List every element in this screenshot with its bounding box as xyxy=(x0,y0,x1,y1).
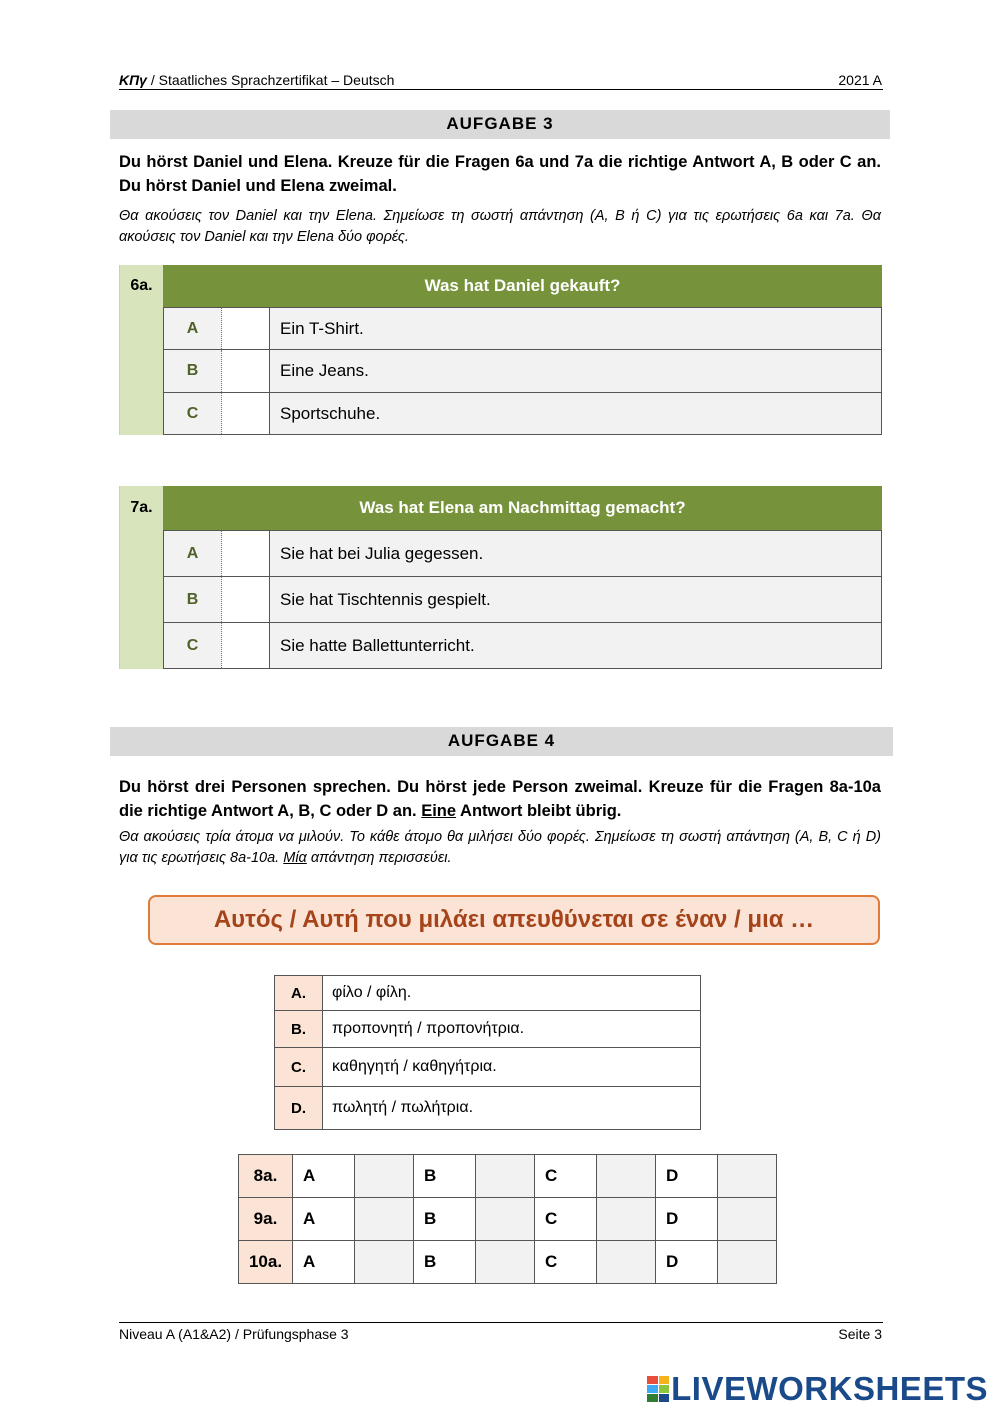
header-code: ΚΠγ xyxy=(119,72,147,88)
answer-grid xyxy=(238,1154,777,1284)
answer-letter: D xyxy=(656,1241,718,1284)
question-number: 6a. xyxy=(119,265,163,435)
row-number: 10a. xyxy=(239,1241,293,1284)
instruction-text: απάντηση περισσεύει. xyxy=(306,850,452,866)
option-key: C. xyxy=(275,1048,323,1087)
answer-letter: A xyxy=(293,1198,355,1241)
option-text: Sie hat bei Julia gegessen. xyxy=(280,543,484,563)
table-row xyxy=(275,976,701,1011)
table-row xyxy=(239,1155,777,1198)
instruction-emphasis: Μία xyxy=(283,850,307,866)
option-key: D. xyxy=(275,1087,323,1130)
header-year: 2021 A xyxy=(838,72,882,88)
answer-cell[interactable] xyxy=(597,1241,656,1284)
option-row xyxy=(163,307,882,350)
answer-cell[interactable] xyxy=(597,1198,656,1241)
answer-letter: D xyxy=(656,1155,718,1198)
option-text: Sie hatte Ballettunterricht. xyxy=(280,635,475,655)
footer-level: Niveau A (A1&A2) / Prüfungsphase 3 xyxy=(119,1326,349,1342)
instruction-emphasis: Eine xyxy=(421,802,457,820)
liveworksheets-logo-icon xyxy=(647,1376,669,1402)
option-letter: A xyxy=(164,308,222,349)
answer-checkbox[interactable] xyxy=(222,531,270,576)
option-text: καθηγητή / καθηγήτρια. xyxy=(323,1048,701,1087)
task3-banner: AUFGABE 3 xyxy=(110,110,890,139)
option-letter: B xyxy=(164,350,222,392)
option-text: πωλητή / πωλήτρια. xyxy=(323,1087,701,1130)
answer-cell[interactable] xyxy=(718,1241,777,1284)
option-letter: A xyxy=(164,531,222,576)
row-number: 8a. xyxy=(239,1155,293,1198)
option-text: Ein T-Shirt. xyxy=(280,318,364,338)
answer-letter: C xyxy=(535,1198,597,1241)
answer-checkbox[interactable] xyxy=(222,350,270,392)
option-row xyxy=(163,350,882,393)
task4-banner: AUFGABE 4 xyxy=(110,727,893,756)
liveworksheets-watermark[interactable] xyxy=(647,1370,988,1408)
option-letter: B xyxy=(164,577,222,622)
question-number: 7a. xyxy=(119,486,163,669)
option-text: προπονητή / προπονήτρια. xyxy=(323,1011,701,1048)
table-row xyxy=(275,1048,701,1087)
option-row xyxy=(163,530,882,577)
answer-letter: C xyxy=(535,1241,597,1284)
option-row xyxy=(163,393,882,435)
option-letter: C xyxy=(164,393,222,434)
answer-letter: B xyxy=(414,1241,476,1284)
footer-divider xyxy=(119,1322,883,1323)
option-key: A. xyxy=(275,976,323,1011)
answer-cell[interactable] xyxy=(355,1198,414,1241)
answer-cell[interactable] xyxy=(718,1155,777,1198)
answer-cell[interactable] xyxy=(718,1198,777,1241)
option-letter: C xyxy=(164,623,222,668)
question-6a xyxy=(119,265,882,435)
option-text: Sie hat Tischtennis gespielt. xyxy=(280,589,491,609)
instruction-text: Θα ακούσεις τρία άτομα να μιλούν. Το κάθε άτομο θα μιλήσει δύο φορές. Σημείωσε τη σωστή απάντηση (A, B, C ή D) για τις ερωτήσεις 8a-10a. xyxy=(119,829,881,866)
answer-letter: A xyxy=(293,1155,355,1198)
answer-checkbox[interactable] xyxy=(222,308,270,349)
option-row xyxy=(163,623,882,669)
task3-instruction-de: Du hörst Daniel und Elena. Kreuze für die Fragen 6a und 7a die richtige Antwort A, B oder C an. Du hörst Daniel und Elena zweimal. xyxy=(119,153,881,195)
answer-letter: B xyxy=(414,1198,476,1241)
options-table xyxy=(274,975,701,1130)
instruction-text: Antwort bleibt übrig. xyxy=(456,802,622,820)
answer-letter: D xyxy=(656,1198,718,1241)
answer-cell[interactable] xyxy=(597,1155,656,1198)
instruction-text: Du hörst drei Personen sprechen. Du hörst jede Person zweimal. Kreuze für die Fragen 8a-10a die richtige Antwort A, B, C oder D an. xyxy=(119,778,881,820)
option-text: Eine Jeans. xyxy=(280,361,369,380)
watermark-text: LIVEWORKSHEETS xyxy=(671,1370,988,1407)
answer-checkbox[interactable] xyxy=(222,393,270,434)
table-row xyxy=(275,1087,701,1130)
question-text: Was hat Daniel gekauft? xyxy=(163,265,882,307)
answer-letter: C xyxy=(535,1155,597,1198)
table-row xyxy=(239,1198,777,1241)
row-number: 9a. xyxy=(239,1198,293,1241)
question-7a xyxy=(119,486,882,669)
question-text: Was hat Elena am Nachmittag gemacht? xyxy=(163,486,882,530)
table-row xyxy=(275,1011,701,1048)
answer-cell[interactable] xyxy=(476,1198,535,1241)
answer-cell[interactable] xyxy=(355,1241,414,1284)
option-row xyxy=(163,577,882,623)
answer-cell[interactable] xyxy=(476,1241,535,1284)
header-title xyxy=(119,72,394,88)
answer-checkbox[interactable] xyxy=(222,623,270,668)
task4-instruction-gr xyxy=(119,827,881,869)
task3-instruction-gr: Θα ακούσεις τον Daniel και την Elena. Σημείωσε τη σωστή απάντηση (A, B ή C) για τις ερωτήσεις 6a και 7a. Θα ακούσεις τον Daniel και την Elena δύο φορές. xyxy=(119,208,881,245)
option-key: B. xyxy=(275,1011,323,1048)
answer-letter: A xyxy=(293,1241,355,1284)
answer-cell[interactable] xyxy=(355,1155,414,1198)
answer-cell[interactable] xyxy=(476,1155,535,1198)
header-title-text: / Staatliches Sprachzertifikat – Deutsch xyxy=(146,72,395,88)
option-text: φίλο / φίλη. xyxy=(323,976,701,1011)
task4-instruction-de xyxy=(119,775,881,823)
answer-letter: B xyxy=(414,1155,476,1198)
header-divider xyxy=(119,89,883,90)
answer-checkbox[interactable] xyxy=(222,577,270,622)
prompt-box: Αυτός / Αυτή που μιλάει απευθύνεται σε έναν / μια … xyxy=(148,895,880,945)
option-text: Sportschuhe. xyxy=(280,403,381,423)
footer-page-number: Seite 3 xyxy=(838,1326,882,1342)
table-row xyxy=(239,1241,777,1284)
